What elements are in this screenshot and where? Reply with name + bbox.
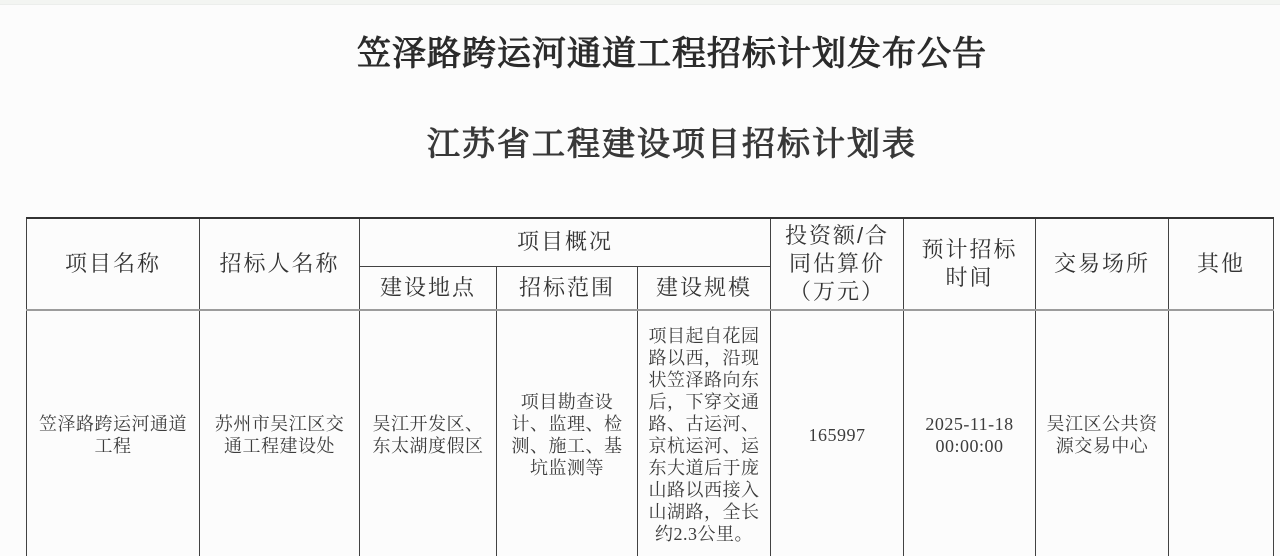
cell-scope: 项目勘查设计、监理、检测、施工、基坑监测等 <box>497 310 638 556</box>
bid-plan-table <box>26 217 1274 556</box>
header-row-main <box>27 218 1274 266</box>
cell-location: 吴江开发区、东太湖度假区 <box>360 310 497 556</box>
col-header-scale: 建设规模 <box>638 266 771 310</box>
page-subtitle: 江苏省工程建设项目招标计划表 <box>427 125 917 162</box>
col-header-bid-time: 预计招标时间 <box>904 218 1036 310</box>
cell-project-name: 笠泽路跨运河通道工程 <box>27 310 200 556</box>
cell-investment: 165997 <box>771 310 904 556</box>
col-header-other: 其他 <box>1169 218 1274 310</box>
cell-tenderer: 苏州市吴江区交通工程建设处 <box>200 310 360 556</box>
col-header-investment: 投资额/合同估算价（万元） <box>771 218 904 310</box>
col-header-location: 建设地点 <box>360 266 497 310</box>
cell-venue: 吴江区公共资源交易中心 <box>1036 310 1169 556</box>
cell-other <box>1169 310 1274 556</box>
cell-bid-time: 2025-11-18 00:00:00 <box>904 310 1036 556</box>
page-title: 笠泽路跨运河通道工程招标计划发布公告 <box>357 36 987 73</box>
col-header-scope: 招标范围 <box>497 266 638 310</box>
top-strip <box>0 0 1280 5</box>
table-row <box>27 310 1274 556</box>
col-header-project-name: 项目名称 <box>27 218 200 310</box>
col-header-tenderer: 招标人名称 <box>200 218 360 310</box>
cell-scale: 项目起自花园路以西，沿现状笠泽路向东后，下穿交通路、古运河、京杭运河、运东大道后于庞山路以西接入山湖路，全长约2.3公里。 <box>638 310 771 556</box>
col-header-project-overview: 项目概况 <box>360 218 771 266</box>
col-header-venue: 交易场所 <box>1036 218 1169 310</box>
